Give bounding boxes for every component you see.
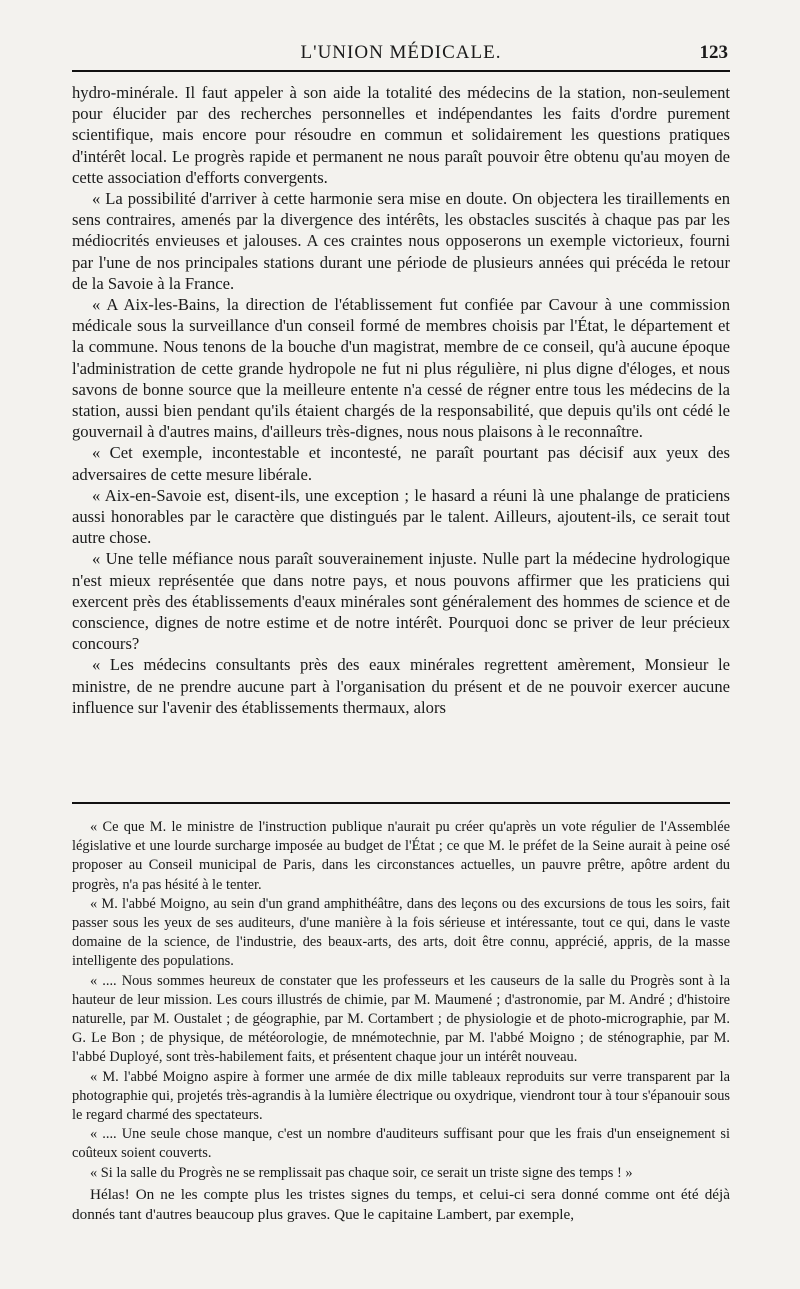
header-rule [72, 70, 730, 72]
page-number: 123 [699, 42, 728, 63]
note-paragraph: « .... Une seule chose manque, c'est un nombre d'auditeurs suffisant pour que les frais d'un enseignement si coûteux soient couverts. [72, 1126, 730, 1162]
note-paragraph: « Ce que M. le ministre de l'instruction publique n'aurait pu créer qu'après un vote régulier de l'Assemblée législative et une lourde surcharge imposée au budget de l'État ; ce que M. le préfet de la Seine aurait à peine osé proposer au Conseil municipal de Paris, dans les circonstances actuelles, un pauvre prêtre, apôtre ardent du progrès, n'a pas hésité à le tenter. [72, 819, 730, 893]
body-paragraph: « Une telle méfiance nous paraît souverainement injuste. Nulle part la médecine hydrologique n'est mieux représentée que dans notre pays, et nous pouvons affirmer que les praticiens qui exercent près des établissements d'eaux minérales sont généralement des hommes de science et de conscience, dignes de notre estime et de notre intérêt. Pourquoi donc se priver de leur précieux concours? [72, 549, 730, 654]
body-paragraph: « Cet exemple, incontestable et incontesté, ne paraît pourtant pas décisif aux yeux des adversaires de cette mesure libérale. [72, 443, 730, 484]
note-paragraph: « M. l'abbé Moigno aspire à former une armée de dix mille tableaux reproduits sur verre transparent par la photographie qui, projetés très-agrandis à la lumière électrique ou oxydrique, viendront tour à tour s'épanouir sous le regard charmé des spectateurs. [72, 1068, 730, 1124]
note-paragraph: « Si la salle du Progrès ne se remplissait pas chaque soir, ce serait un triste signe des temps ! » [90, 1164, 633, 1181]
note-paragraph: « .... Nous sommes heureux de constater que les professeurs et les causeurs de la salle du Progrès sont à la hauteur de leur mission. Les cours illustrés de chimie, par M. Maumené ; d'astronomie, par M. André ; d'histoire naturelle, par M. Oustalet ; de géographie, par M. Cortambert ; de physiologie et de photo-micrographie, par M. G. Le Bon ; de physique, de météorologie, de mnémotechnie, par M. l'abbé Moigno ; de sténographie, par M. l'abbé Duployé, sont très-habilement faits, et présentent chaque jour un intérêt nouveau. [72, 972, 730, 1066]
main-text [72, 82, 730, 718]
feuilleton-text [72, 818, 730, 1225]
body-paragraph: « A Aix-les-Bains, la direction de l'établissement fut confiée par Cavour à une commission médicale sous la surveillance d'un conseil formé de membres choisis par l'État, le département et la commune. Nous tenons de la bouche d'un magistrat, membre de ce conseil, qu'à aucune époque l'administration de cette grande hydropole ne fut ni plus régulière, ni plus digne d'éloges, et nous savons de bonne source que la meilleure entente n'a cessé de régner entre tous les médecins de la station, aussi bien pendant qu'ils étaient chargés de la responsabilité, que depuis qu'ils ont cédé le gouvernail à d'autres mains, d'ailleurs très-dignes, nous nous plaisons à le reconnaître. [72, 295, 730, 442]
body-paragraph: « La possibilité d'arriver à cette harmonie sera mise en doute. On objectera les tiraillements en sens contraires, amenés par la divergence des intérêts, les obstacles suscités à chaque pas par les médiocrités envieuses et jalouses. A ces craintes nous opposerons un exemple victorieux, fourni par l'une de nos principales stations durant une période de plusieurs années qui précéda le retour de la Savoie à la France. [72, 189, 730, 293]
body-paragraph: hydro-minérale. Il faut appeler à son aide la totalité des médecins de la station, non-seulement pour élucider par des recherches personnelles et indépendantes les faits d'ordre purement scientifique, mais encore pour résoudre en commun et solidairement les questions pratiques d'intérêt local. Le progrès rapide et permanent ne nous paraît pouvoir être obtenu qu'au moyen de cette association d'efforts convergents. [72, 83, 730, 187]
closing-paragraph: Hélas! On ne les compte plus les tristes signes du temps, et celui-ci sera donné comme ont été déjà donnés tant d'autres beaucoup plus graves. Que le capitaine Lambert, par exemple, [72, 1185, 730, 1223]
page-header [72, 38, 730, 68]
body-paragraph: « Les médecins consultants près des eaux minérales regrettent amèrement, Monsieur le ministre, de ne prendre aucune part à l'organisation du présent et de ne pouvoir exercer aucune influence sur l'avenir des établissements thermaux, alors [72, 655, 730, 717]
section-rule [72, 802, 730, 804]
running-title: L'UNION MÉDICALE. [300, 42, 502, 63]
note-paragraph: « M. l'abbé Moigno, au sein d'un grand amphithéâtre, dans des leçons ou des excursions de tous les soirs, fait passer sous les yeux de ses auditeurs, d'une manière à la fois sérieuse et intéressante, tout ce qui, dans le vaste domaine de la science, de l'industrie, des beaux-arts, des arts, doit être connu, apprécié, appris, de la masse intelligente des populations. [72, 895, 730, 970]
body-paragraph: « Aix-en-Savoie est, disent-ils, une exception ; le hasard a réuni là une phalange de praticiens aussi honorables par le caractère que distingués par le talent. Ailleurs, ajoutent-ils, ce serait tout autre chose. [72, 485, 730, 548]
